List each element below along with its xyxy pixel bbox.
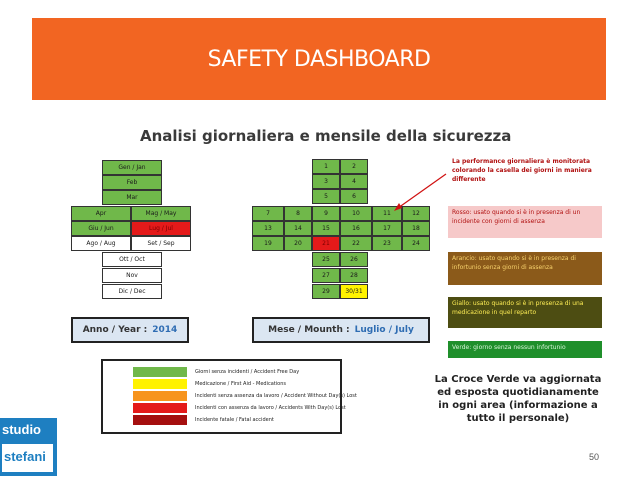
logo-line1: studio <box>2 422 41 437</box>
legend-label: Incidente fatale / Fatal accident <box>195 417 274 423</box>
day-cell: 30/31 <box>340 284 368 299</box>
legend-swatch <box>133 379 187 389</box>
day-cell: 16 <box>340 221 372 236</box>
day-cell: 5 <box>312 189 340 204</box>
day-cell: 19 <box>252 236 284 251</box>
month-cell: Ago / Aug <box>71 236 131 251</box>
legend <box>101 359 357 434</box>
legend-swatch <box>133 403 187 413</box>
month-cell: Giu / Jun <box>71 221 131 236</box>
month-cell: Feb <box>102 175 162 190</box>
note-verde: Verde: giorno senza nessun infortunio <box>448 341 602 358</box>
main-title: Analisi giornaliera e mensile della sicurezza <box>140 127 512 145</box>
day-cell: 26 <box>340 252 368 267</box>
month-cell: Apr <box>71 206 131 221</box>
month-box <box>252 317 430 343</box>
legend-swatch <box>133 391 187 401</box>
day-cell: 12 <box>402 206 430 221</box>
logo-line2: stefani <box>4 449 46 464</box>
legend-label: Medicazione / First Aid - Medications <box>195 381 286 387</box>
day-cell: 29 <box>312 284 340 299</box>
month-cell: Dic / Dec <box>102 284 162 299</box>
day-cell: 1 <box>312 159 340 174</box>
day-cell: 22 <box>340 236 372 251</box>
month-cell: Gen / Jan <box>102 160 162 175</box>
day-cell: 21 <box>312 236 340 251</box>
pointer-arrow <box>390 170 450 214</box>
day-cell: 8 <box>284 206 312 221</box>
note-rosso: Rosso: usato quando si è in presenza di un incidente con giorni di assenza <box>448 206 602 238</box>
year-box <box>71 317 189 343</box>
day-cell: 2 <box>340 159 368 174</box>
month-cell: Ott / Oct <box>102 252 162 267</box>
day-cell: 14 <box>284 221 312 236</box>
month-cell: Set / Sep <box>131 236 191 251</box>
day-cell: 25 <box>312 252 340 267</box>
day-cell: 28 <box>340 268 368 283</box>
legend-label: Incidenti con assenza da lavoro / Accidents With Day(s) Lost <box>195 405 346 411</box>
month-label: Mese / Mounth : <box>268 325 350 335</box>
header-banner <box>32 18 606 100</box>
day-cell: 6 <box>340 189 368 204</box>
page-title: SAFETY DASHBOARD <box>207 47 431 72</box>
year-label: Anno / Year : <box>82 325 148 335</box>
day-cell: 3 <box>312 174 340 189</box>
day-cell: 27 <box>312 268 340 283</box>
day-cell: 13 <box>252 221 284 236</box>
croce-verde-text: La Croce Verde va aggiornata ed esposta quotidianamente in ogni area (informazione a tutto il personale) <box>434 374 602 424</box>
day-cell: 15 <box>312 221 340 236</box>
year-value: 2014 <box>152 325 178 335</box>
logo-line2-box <box>2 444 53 472</box>
month-cell: Nov <box>102 268 162 283</box>
studio-stefani-logo <box>0 418 57 476</box>
day-cell: 18 <box>402 221 430 236</box>
note-performance: La performance giornaliera è monitorata colorando la casella dei giorni in maniera differente <box>452 158 592 183</box>
legend-swatch <box>133 367 187 377</box>
day-cell: 9 <box>312 206 340 221</box>
day-cell: 20 <box>284 236 312 251</box>
month-cell: Lug / Jul <box>131 221 191 236</box>
day-cell: 11 <box>372 206 402 221</box>
legend-label: Giorni senza incidenti / Accident Free Day <box>195 369 300 375</box>
day-cell: 4 <box>340 174 368 189</box>
month-cell: Mar <box>102 190 162 205</box>
legend-swatch <box>133 415 187 425</box>
day-cell: 17 <box>372 221 402 236</box>
note-arancio: Arancio: usato quando si è in presenza di infortunio senza giorni di assenza <box>448 252 602 285</box>
day-cell: 7 <box>252 206 284 221</box>
legend-label: Incidenti senza assenza da lavoro / Accident Without Day(s) Lost <box>195 393 357 399</box>
note-giallo: Giallo: usato quando si è in presenza di una medicazione in quel reparto <box>448 297 602 328</box>
month-value: Luglio / July <box>354 325 414 335</box>
month-cell: Mag / May <box>131 206 191 221</box>
page-number: 50 <box>589 452 600 462</box>
day-cell: 23 <box>372 236 402 251</box>
day-cell: 24 <box>402 236 430 251</box>
day-cell: 10 <box>340 206 372 221</box>
